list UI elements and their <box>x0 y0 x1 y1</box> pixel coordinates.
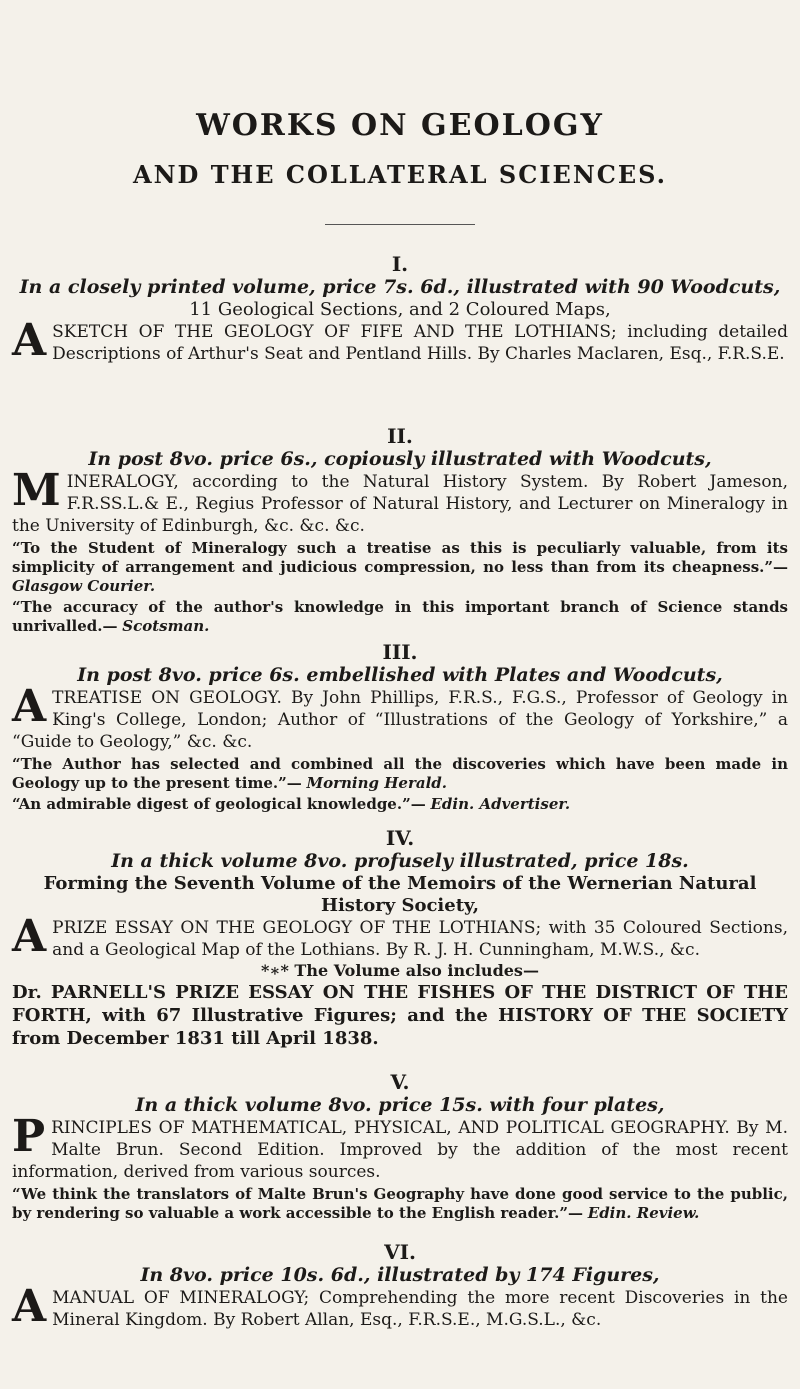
section-body <box>12 911 788 962</box>
section-body-text: RINCIPLES OF MATHEMATICAL, PHYSICAL, AND POLITICAL GEOGRAPHY. By M. Malte Brun. Second Edition. Improved by the addition of the most recent information, derived from various sources. <box>12 1118 788 1182</box>
page-title: WORKS ON GEOLOGY <box>196 108 604 143</box>
section-body-text: INERALOGY, according to the Natural History System. By Robert Jameson, F.R.SS.L.& E., Regius Professor of Natural History, and Lecturer on Mineralogy in the University of Edinburgh, &c. &c. &c. <box>12 472 788 536</box>
section-intro: In a closely printed volume, price 7s. 6d., illustrated with 90 Woodcuts, <box>19 276 781 298</box>
section-body <box>12 681 788 753</box>
drop-cap: A <box>12 1281 47 1332</box>
title-divider <box>325 224 475 225</box>
section-intro: In post 8vo. price 6s. embellished with Plates and Woodcuts, <box>77 664 723 686</box>
section-number: VI. <box>384 1240 416 1264</box>
section-body-text: MANUAL OF MINERALOGY; Comprehending the more recent Discoveries in the Mineral Kingdom. By Robert Allan, Esq., F.R.S.E., M.G.S.L., &c. <box>52 1288 788 1330</box>
section-number: I. <box>391 252 409 276</box>
section-5 <box>12 1070 788 1223</box>
quote-text: “An admirable digest of geological knowledge.”— <box>12 795 426 813</box>
drop-cap: M <box>12 465 61 516</box>
section-number: III. <box>382 640 418 664</box>
page-subtitle: AND THE COLLATERAL SCIENCES. <box>132 160 668 189</box>
drop-cap: P <box>12 1111 46 1162</box>
section-body-text: PRIZE ESSAY ON THE GEOLOGY OF THE LOTHIANS; with 35 Coloured Sections, and a Geological Map of the Lothians. By R. J. H. Cunningham, M.W.S., &c. <box>52 918 788 960</box>
quote-text: “The Author has selected and combined all the discoveries which have been made in Geology up to the present time.”— <box>12 755 788 792</box>
section-intro: In a thick volume 8vo. price 15s. with four plates, <box>135 1094 665 1116</box>
review-quote <box>12 598 788 636</box>
section-number: V. <box>390 1070 410 1094</box>
section-number: IV. <box>385 826 415 850</box>
quote-text: “The accuracy of the author's knowledge in this important branch of Science stands unrivalled.— <box>12 598 788 635</box>
section-6 <box>12 1240 788 1331</box>
quote-source: Edin. Review. <box>587 1204 700 1222</box>
drop-cap: A <box>12 911 47 962</box>
quote-source: Edin. Advertiser. <box>430 795 571 813</box>
section-body <box>12 1281 788 1332</box>
section-intro: In 8vo. price 10s. 6d., illustrated by 174 Figures, <box>140 1264 660 1286</box>
section-body <box>12 1111 788 1183</box>
quote-text: “We think the translators of Malte Brun's Geography have done good service to the public, by rendering so valuable a work accessible to the English reader.”— <box>12 1185 788 1222</box>
section-intro: In a thick volume 8vo. profusely illustrated, price 18s. <box>111 850 689 872</box>
section-body <box>12 465 788 537</box>
drop-cap: A <box>12 315 47 366</box>
review-quote <box>12 539 788 596</box>
quote-text: “To the Student of Mineralogy such a treatise as this is peculiarly valuable, from its simplicity of arrangement and judicious compression, no less than from its cheapness.”— <box>12 539 788 576</box>
section-intro-2: 11 Geological Sections, and 2 Coloured Maps, <box>189 299 611 320</box>
volume-note: *∗* The Volume also includes— <box>261 961 539 980</box>
quote-source: Morning Herald. <box>306 774 447 792</box>
section-2 <box>12 424 788 636</box>
section-intro: In post 8vo. price 6s., copiously illustrated with Woodcuts, <box>88 448 712 470</box>
review-quote <box>12 1185 788 1223</box>
section-body <box>12 315 788 366</box>
drop-cap: A <box>12 681 47 732</box>
section-1 <box>12 252 788 365</box>
section-number: II. <box>387 424 413 448</box>
section-3 <box>12 640 788 814</box>
quote-source: Scotsman. <box>122 617 210 635</box>
review-quote <box>12 755 788 793</box>
review-quote <box>12 795 788 814</box>
section-intro-2: Forming the Seventh Volume of the Memoirs of the Wernerian Natural History Society, <box>43 873 757 916</box>
quote-source: Glasgow Courier. <box>12 577 156 595</box>
section-body-text: SKETCH OF THE GEOLOGY OF FIFE AND THE LOTHIANS; including detailed Descriptions of Arthur's Seat and Pentland Hills. By Charles Maclaren, Esq., F.R.S.E. <box>52 322 788 364</box>
section-4 <box>12 826 788 1050</box>
volume-contents: Dr. PARNELL'S PRIZE ESSAY ON THE FISHES OF THE DISTRICT OF THE FORTH, with 67 Illustrative Figures; and the HISTORY OF THE SOCIETY from December 1831 till April 1838. <box>12 982 788 1049</box>
section-body-text: TREATISE ON GEOLOGY. By John Phillips, F.R.S., F.G.S., Professor of Geology in King's College, London; Author of “Illustrations of the Geology of Yorkshire,” a “Guide to Geology,” &c. &c. <box>12 688 788 752</box>
